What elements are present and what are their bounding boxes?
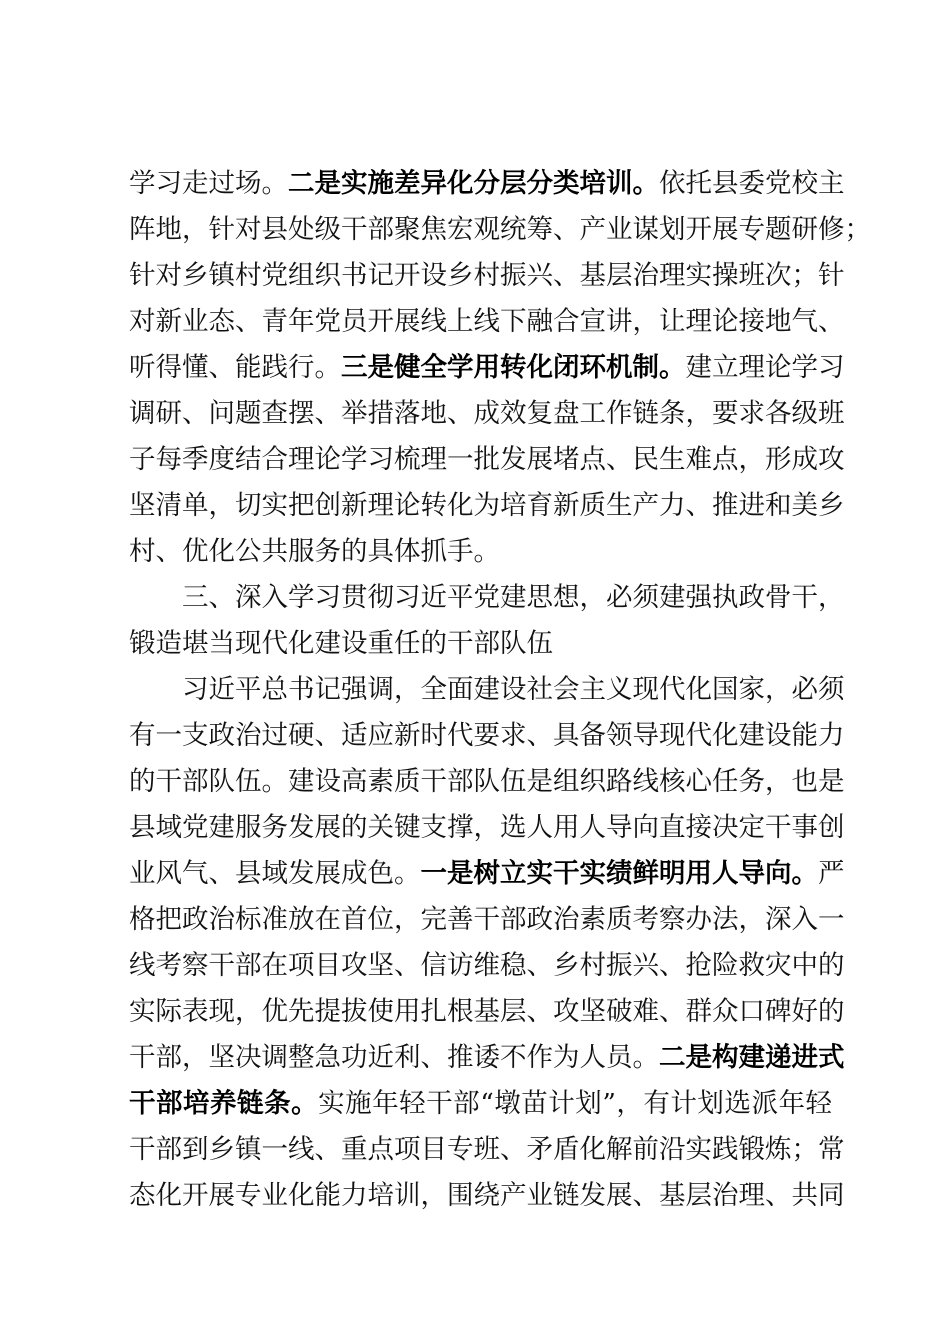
body-text: 实际表现，优先提拔使用扎根基层、攻坚破难、群众口碑好的 bbox=[129, 996, 845, 1027]
bold-heading-phrase: 二是构建递进式 bbox=[659, 1042, 845, 1073]
body-text: 干部，坚决调整急功近利、推诿不作为人员。 bbox=[129, 1042, 659, 1073]
body-text: 的干部队伍。建设高素质干部队伍是组织路线核心任务，也是 bbox=[129, 766, 845, 797]
body-text: 坚清单，切实把创新理论转化为培育新质生产力、推进和美乡 bbox=[129, 490, 845, 521]
text-line bbox=[129, 253, 845, 299]
body-text: 态化开展专业化能力培训，围绕产业链发展、基层治理、共同 bbox=[129, 1180, 845, 1211]
text-line bbox=[129, 299, 845, 345]
bold-heading-phrase: 三是健全学用转化闭环机制。 bbox=[341, 352, 686, 383]
body-text: 阵地，针对县处级干部聚焦宏观统筹、产业谋划开展专题研修； bbox=[129, 214, 871, 245]
body-text: 县域党建服务发展的关键支撑，选人用人导向直接决定干事创 bbox=[129, 812, 845, 843]
text-line bbox=[129, 805, 845, 851]
body-text: 村、优化公共服务的具体抓手。 bbox=[129, 536, 500, 567]
bold-heading-phrase: 一是树立实干实绩鲜明用人导向。 bbox=[420, 858, 818, 889]
text-line bbox=[129, 1081, 832, 1127]
text-line bbox=[129, 161, 845, 207]
text-line bbox=[129, 1127, 845, 1173]
text-line bbox=[129, 943, 845, 989]
bold-heading-phrase: 二是实施差异化分层分类培训。 bbox=[288, 168, 659, 199]
text-line bbox=[129, 1173, 845, 1219]
body-text: 针对乡镇村党组织书记开设乡村振兴、基层治理实操班次；针 bbox=[129, 260, 845, 291]
body-text: 有一支政治过硬、适应新时代要求、具备领导现代化建设能力 bbox=[129, 720, 845, 751]
body-text: 实施年轻干部“墩苗计划”，有计划选派年轻 bbox=[318, 1088, 832, 1119]
body-text: 调研、问题查摆、举措落地、成效复盘工作链条，要求各级班 bbox=[129, 398, 845, 429]
document-body bbox=[129, 161, 871, 1219]
text-line bbox=[129, 621, 832, 667]
body-text: 格把政治标准放在首位，完善干部政治素质考察办法，深入一 bbox=[129, 904, 845, 935]
text-line bbox=[129, 897, 845, 943]
text-line bbox=[129, 759, 845, 805]
body-text: 学习走过场。 bbox=[129, 168, 288, 199]
body-text: 习近平总书记强调，全面建设社会主义现代化国家，必须 bbox=[182, 674, 845, 705]
body-text: 线考察干部在项目攻坚、信访维稳、乡村振兴、抢险救灾中的 bbox=[129, 950, 845, 981]
body-text: 建立理论学习 bbox=[685, 352, 845, 383]
body-text: 对新业态、青年党员开展线上线下融合宣讲，让理论接地气、 bbox=[129, 306, 845, 337]
text-line bbox=[129, 713, 845, 759]
text-line bbox=[129, 851, 845, 897]
body-text: 锻造堪当现代化建设重任的干部队伍 bbox=[129, 628, 553, 659]
body-text: 听得懂、能践行。 bbox=[129, 352, 341, 383]
body-text: 干部到乡镇一线、重点项目专班、矛盾化解前沿实践锻炼；常 bbox=[129, 1134, 845, 1165]
bold-heading-phrase: 干部培养链条。 bbox=[129, 1088, 319, 1119]
text-line bbox=[129, 667, 845, 713]
text-line bbox=[129, 391, 845, 437]
text-line bbox=[129, 1035, 845, 1081]
body-text: 业风气、县域发展成色。 bbox=[129, 858, 421, 889]
text-line bbox=[129, 529, 832, 575]
body-text: 三、深入学习贯彻习近平党建思想，必须建强执政骨干， bbox=[182, 582, 845, 613]
body-text: 严 bbox=[818, 858, 845, 889]
body-text: 依托县委党校主 bbox=[659, 168, 845, 199]
text-line bbox=[129, 989, 845, 1035]
text-line bbox=[129, 483, 845, 529]
text-line bbox=[129, 207, 871, 253]
body-text: 子每季度结合理论学习梳理一批发展堵点、民生难点，形成攻 bbox=[129, 444, 845, 475]
text-line bbox=[129, 345, 845, 391]
text-line bbox=[129, 575, 845, 621]
text-line bbox=[129, 437, 845, 483]
